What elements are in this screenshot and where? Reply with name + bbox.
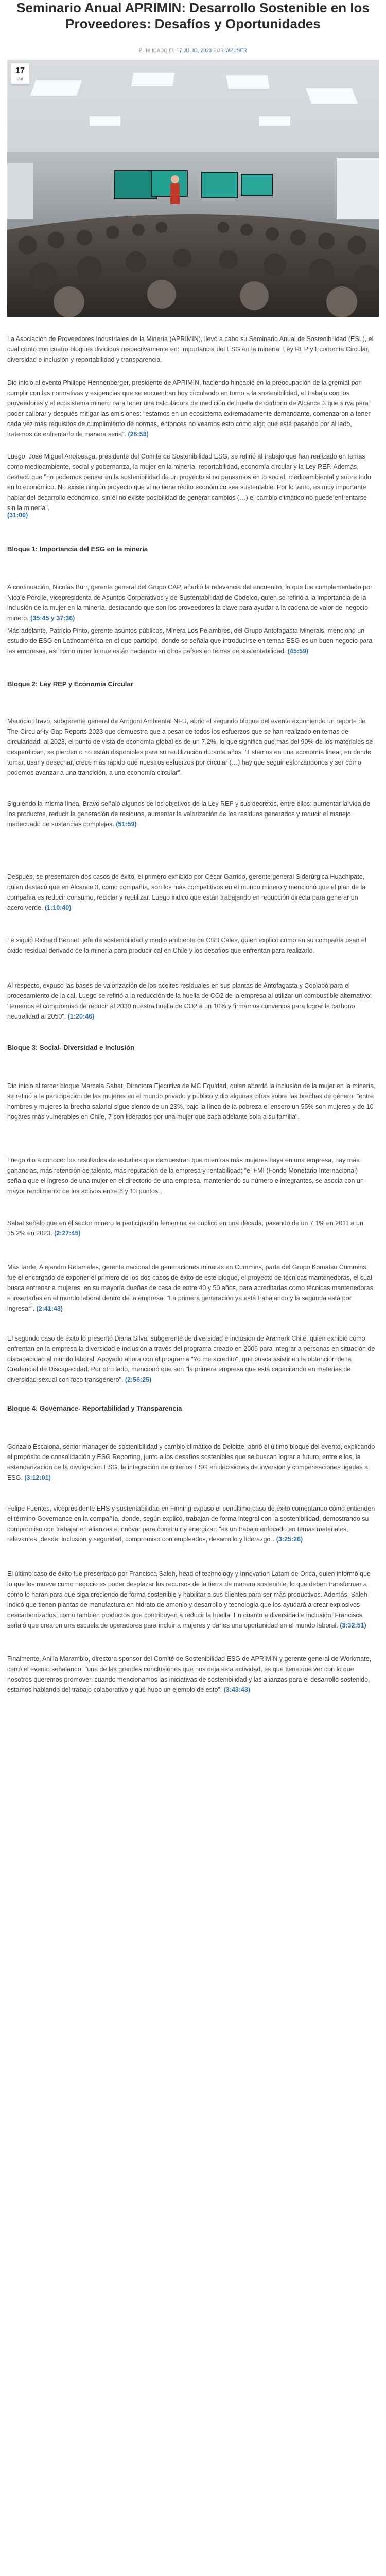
badge-month: Jul [17,77,23,81]
section-heading: Bloque 3: Social- Diversidad e Inclusión [7,1044,135,1052]
paragraph: Finalmente, Anilla Marambio, directora sponsor del Comité de Sostenibilidad ESG de APRIMIN y gerente general de Workmate, cerró el evento señalando: "una de las grandes conclusiones que nos deja esta actividad, es que tiene que ver con lo que nosotros queremos promover, cuando mencionamos las iniciativas de sostenibilidad y las alianzas para el desarrollo sostenido, estamos hablando del trabajo colaborativo y qué hubo un ejemplo de esto". (3:43:43) [7,1655,372,1693]
paragraph: Le siguió Richard Bennet, jefe de sostenibilidad y medio ambiente de CBB Cales, quien explicó cómo en su compañía usan el óxido residual derivado de la minería para producir cal en Chile y los desafíos que enfrentan para realizarlo. [7,937,366,954]
paragraph: El último caso de éxito fue presentado por Francisca Saleh, head of technology y Innovation Latam de Orica, quien informó que lo que los mueve como negocio es poder desplazar los recursos de la tierra de manera sostenible, lo que deben transformar a cómo lo harán para que siga creciendo de forma sostenible y habilitar a sus clientes para ser más productivos. Además, Saleh indicó que tienen plantas de manufactura en hidrato de amonio y desarrollo y tecnología que los ayudará a crear explosivos descarbonizados, como también productos que contribuyen a reducir la huella. En cuanto a diversidad e inclusión, Francisca señaló que crearon una escuela de operadores para incluir a mujeres y darles una oportunidad en el mundo laboral. (3:32:51) [7,1570,371,1629]
video-timestamp-link[interactable]: (35:45 y 37:36) [30,615,75,622]
paragraph: Felipe Fuentes, vicepresidente EHS y sustentabilidad en Finning expuso el penúltimo caso de éxito comentando cómo entienden el término Governance en la compañía, donde, según explicó, trabajan de forma integral con la sostenibilidad, demostrando su compromiso con trabajar en alianzas e innovar para construir y energizar: "es un trabajo enfocado en temas materiales, relevantes, desde: inclusión y seguridad, compromiso con empleados, desarrollo y liderazgo". (3:25:26) [7,1505,375,1543]
video-timestamp-link[interactable]: (3:43:43) [223,1686,251,1693]
section-heading: Bloque 1: Importancia del ESG en la minería [7,545,148,553]
paragraph: Más tarde, Alejandro Retamales, gerente nacional de generaciones mineras en Cummins, parte del Grupo Komatsu Cummins, fue el encargado de exponer el primero de los dos casos de éxito de este bloque, el proyecto de técnicas mantenedoras, el cual busca entrenar a mujeres, en su mayoría dueñas de casa de entre 40 y 50 años, para acreditarlas como técnicas mantenedoras e insertarlas en el mundo laboral dentro de la empresa. "La primera generación ya está trabajando y la segunda está por ingresar". (2:41:43) [7,1264,373,1312]
video-timestamp-link[interactable]: (3:12:01) [24,1474,51,1481]
video-timestamp-link[interactable]: (3:32:51) [340,1622,366,1629]
paragraph: Dio inicio al tercer bloque Marcela Sabat, Directora Ejecutiva de MC Equidad, quien abordó la inclusión de la mujer en la minería, se refirió a la participación de las mujeres en el mundo privado y público y dio algunas cifras sobre las brechas de género: "entre hombres y mujeres la brecha salarial sigue siendo de un 23%, bajo la línea de la pobreza el ensero un 55% son mujeres y de 10 hogares más vulnerables en Chile, 7 son liderados por una mujer que saca adelante sola a su familia". [7,1082,376,1121]
section-heading: Bloque 2: Ley REP y Economía Circular [7,680,133,688]
paragraph: El segundo caso de éxito lo presentó Diana Silva, subgerente de diversidad e inclusión de Aramark Chile, quien exhibió cómo enfrentan en la empresa la diversidad e inclusión a través del programa creado en 2006 para integrar a personas en situación de discapacidad al mundo laboral. Apoyado ahora con el programa "Yo me acredito", que busca asistir en la obtención de la Credencial de Discapacidad. Por otro lado, mencionó que son "la primera empresa que está capacitando en materias de diversidad sexual con foco transgénero". (2:56:25) [7,1335,375,1383]
video-timestamp-link[interactable]: (1:10:40) [44,904,72,911]
video-timestamp-link[interactable]: (2:41:43) [36,1305,63,1312]
paragraph: Sabat señaló que en el sector minero la participación femenina se duplicó en una década, pasando de un 7,1% en 2011 a un 15,2% en 2023. (2:27:45) [7,1219,363,1237]
paragraph: Más adelante, Patricio Pinto, gerente asuntos públicos, Minera Los Pelambres, del Grupo Antofagasta Minerals, mencionó un estudio de ESG en Latinoamérica en el que participó, donde se señala que introducirse en temas ESG es un buen negocio para las empresas, así como mirar lo que están haciendo en otros países en temas de sustentabilidad. (45:59) [7,627,373,655]
paragraph: Luego dio a conocer los resultados de estudios que demuestran que mientras más mujeres haya en una empresa, hay más ganancias, más retención de talento, más reputación de la empresa y rentabilidad: "el FMI (Fondo Monetario Internacional) señala que el ingreso de una mujer en el directorio de una empresa, manteniendo su número e integrantes, se asocia con un mayor rendimiento de los activos entre 8 y 13 puntos". [7,1157,364,1195]
paragraph: Después, se presentaron dos casos de éxito, el primero exhibido por César Garrido, gerente general Siderúrgica Huachipato, quien destacó que en Alcance 3, como compañía, son los más competitivos en el mundo minero y mencionó que el plan de la compañía es reducir consumo, reciclar y reutilizar. Luego indicó que están trabajando en reducción directa para generar un acero verde. (1:10:40) [7,873,366,911]
video-timestamp-link[interactable]: (51:59) [116,821,137,828]
video-timestamp-link[interactable]: (45:59) [287,648,309,655]
video-timestamp-link[interactable]: (26:53) [128,431,149,438]
paragraph: Gonzalo Escalona, senior manager de sostenibilidad y cambio climático de Deloitte, abrió el último bloque del evento, explicando el propósito de consolidación y ESG Reporting, junto a los desafíos sostenibles que se buscan lograr a futuro, entre ellos, la estandarización de la divulgación ESG, la integración de criterios ESG en decisiones de inversión y compensaciones ligadas al ESG. (3:12:01) [7,1443,375,1481]
meta-prefix: PUBLICADO EL [139,48,176,53]
hero-photo [7,60,379,317]
meta-author-link[interactable]: WPUSER [225,48,247,53]
section-heading: Bloque 4: Governance- Reportabilidad y Transparencia [7,1404,182,1412]
video-timestamp-link[interactable]: (31:00) [7,512,28,519]
paragraph: A continuación, Nicolás Burr, gerente general del Grupo CAP, añadió la relevancia del encuentro, lo que fue complementado por Nicole Porcile, vicepresidenta de Asuntos Corporativos y de Sustentabilidad de Codelco, quien se refirió a la importancia de la inclusión de la mujer en la minería, destacando que son los proveedores la clave para ayudar a la cadena de valor del negocio minero. (35:45 y 37:36) [7,584,373,622]
video-timestamp-link[interactable]: (2:56:25) [125,1376,152,1383]
article-page [0,0,386,317]
post-meta [0,46,386,55]
paragraph: Siguiendo la misma línea, Bravo señaló algunos de los objetivos de la Ley REP y sus decretos, entre ellos: aumentar la vida de los productos, reducir la generación de residuos, aumentar la valorización de los residuos generados y reducir el manejo inadecuado de sustancias complejas. (51:59) [7,800,371,828]
paragraph: La Asociación de Proveedores Industriales de la Minería (APRIMIN), llevó a cabo su Seminario Anual de Sostenibilidad (ESL), el cual contó con cuatro bloques divididos respectivamente en: Importancia del ESG en la minería, Ley REP y Economía Circular, diversidad e inclusión y reportabilidad y transparencia. [7,335,374,363]
conference-room-illustration [7,60,379,317]
paragraph: Mauricio Bravo, subgerente general de Arrigoni Ambiental NFU, abrió el segundo bloque del evento exponiendo un reporte de The Circularity Gap Reports 2023 que demuestra que a pesar de todos los esfuerzos que se han realizado en temas de circularidad, al 2023, el punto de vista de economía global es de un 7,2%, lo que significa que más del 90% de los materiales se desperdician, se pierden o no están disponibles para su reutilización durante años. "Estamos en una economía lineal, en donde tomar, usar y desechar, crece más rápido que nuestros esfuerzos por circular (…) hay que seguir esforzándonos y ser cómo podemos avanzar a una transición, a una economía circular". [7,718,373,776]
meta-date-link[interactable]: 17 JULIO, 2023 [176,48,212,53]
paragraph [7,510,376,520]
meta-by: POR [213,48,224,53]
video-timestamp-link[interactable]: (2:27:45) [54,1230,81,1237]
video-timestamp-link[interactable]: (1:20:46) [67,1013,95,1020]
video-timestamp-link[interactable]: (3:25:26) [276,1536,303,1543]
paragraph: Luego, José Miguel Anoibeaga, presidente del Comité de Sostenibilidad ESG, se refirió al trabajo que han realizado en temas como medioambiente, social y gobernanza, la mujer en la minería, reportabilidad, economía circular y la Ley REP. Además, destacó que "no podemos pensar en la sostenibilidad de un proyecto si no pensamos en lo social, medioambiental y sobre todo en lo económico. No existe ningún proyecto que vi no tiene rédito económico sea sustentable. Por lo tanto, es muy importante hablar del desarrollo económico, sin él no existe posibilidad de generar cambios (…) el cambio climático no puede enfrentarse sin la minería". [7,453,371,512]
paragraph: Dio inicio al evento Philippe Hennenberger, presidente de APRIMIN, haciendo hincapié en la preocupación de la gremial por cumplir con las normativas y exigencias que se encuentran hoy circulando en torno a la sostenibilidad, el trabajo con los proveedores y el ecosistema minero para tener una calculadora de medición de huella de carbono de Alcance 3 que sirva para poder calibrar y después mitigar las emisiones: "estamos en un ecosistema extremadamente demandante, comenzaron a tener cada vez más requisitos de cumplimiento de normas, entonces no veamos esto como algo que está pasando por al lado, tratemos de enfrentarlo de manera seria". (26:53) [7,379,371,438]
page-title: Seminario Anual APRIMIN: Desarrollo Sostenible en los Proveedores: Desafíos y Oportunidades [16,0,370,31]
badge-day: 17 [15,66,25,75]
paragraph: Al respecto, expuso las bases de valorización de los aceites residuales en sus plantas de Antofagasta y Copiapó para el procesamiento de la cal. Luego se refirió a la reducción de la huella de CO2 de la empresa al utilizar un combustible alternativo: "tenemos el compromiso de reducir al 2030 nuestra huella de CO2 a un 10% y firmamos convenios para lograr la carbono neutralidad al 2050". (1:20:46) [7,982,372,1020]
date-badge [10,63,30,84]
